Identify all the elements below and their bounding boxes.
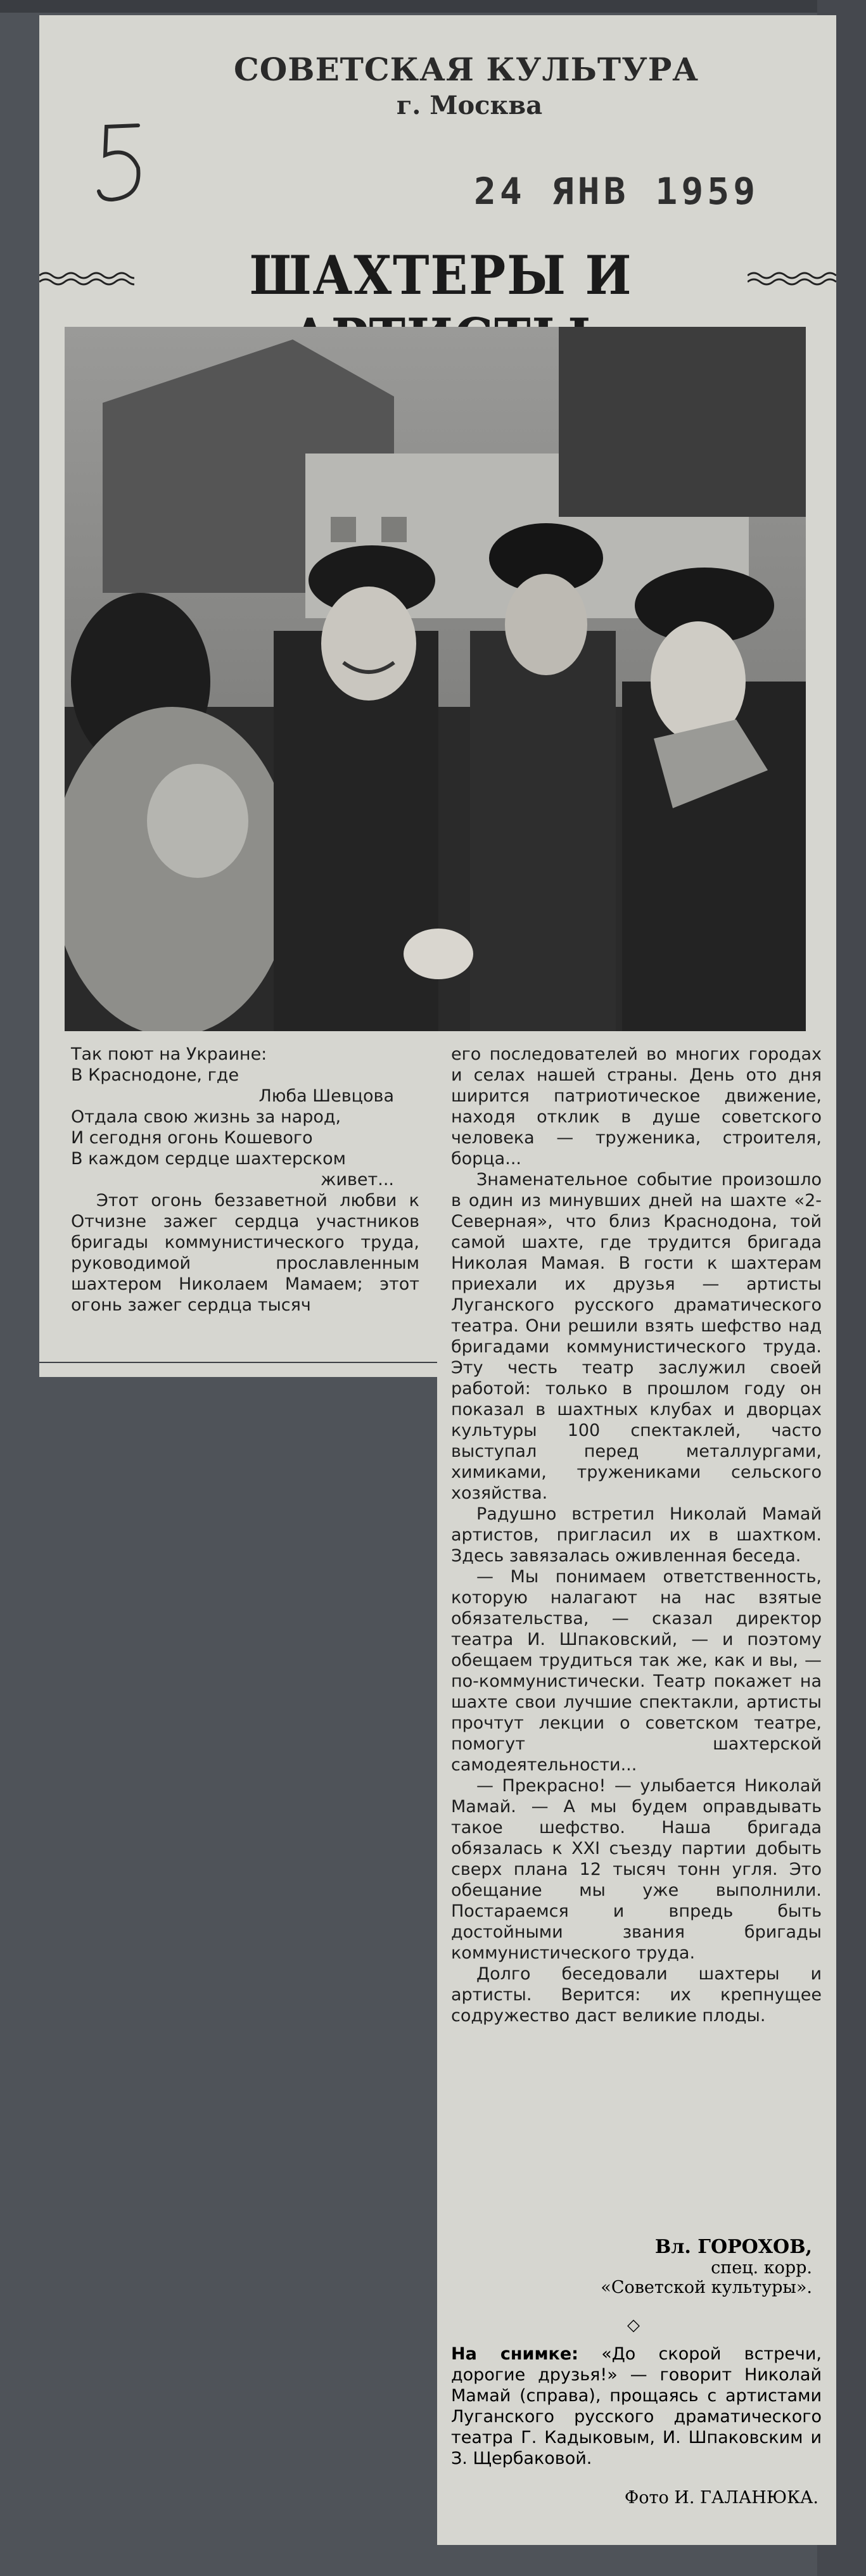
photo-caption <box>451 2344 822 2469</box>
headline-row <box>39 244 836 314</box>
separator-diamond: ◇ <box>627 2315 640 2334</box>
handwritten-number-5 <box>94 120 151 209</box>
photo-credit: Фото И. ГАЛАНЮКА. <box>624 2488 818 2508</box>
author-name: Вл. ГОРОХОВ, <box>654 2236 812 2258</box>
right-column <box>451 1044 822 2026</box>
article-paragraph: Радушно встретил Николай Мамай артистов, пригласил их в шахтком. Здесь завязалась оживленная беседа. <box>451 1504 822 1566</box>
caption-lead: На снимке: <box>451 2344 578 2364</box>
date-stamp: 24 ЯНВ 1959 <box>474 170 760 213</box>
poem-line: живет... <box>321 1170 394 1190</box>
poem-line: И сегодня огонь Кошевого <box>71 1128 313 1148</box>
article-paragraph: Долго беседовали шахтеры и артисты. Верится: их крепнущее содружество даст великие плоды. <box>451 1964 822 2026</box>
poem-line: В каждом сердце шахтерском <box>71 1149 347 1169</box>
article-paragraph: его последователей во многих городах и селах нашей страны. День ото дня ширится патриотическое движение, находя отклик в душе советского человека — труженика, строителя, борца... <box>451 1044 822 1169</box>
poem-line: Люба Шевцова <box>258 1086 394 1106</box>
newspaper-city: г. Москва <box>396 91 543 120</box>
photo-miners-and-actors <box>65 327 806 1031</box>
news-photo <box>65 327 806 1031</box>
author-outlet: «Советской культуры». <box>601 2278 812 2297</box>
article-headline: ШАХТЕРЫ И <box>249 244 633 307</box>
wavy-rule-left <box>39 270 134 287</box>
article-paragraph: — Мы понимаем ответственность, которую налагают на нас взятые обязательства, — сказал директор театра И. Шпаковский, — и поэтому обещаем трудиться так же, как и вы, — по-коммунистически. Театр покажет на шахте свои лучшие спектакли, артисты прочтут лекции о советском театре, помогут шахтерской самодеятельности... <box>451 1567 822 1775</box>
poem-line: Отдала свою жизнь за народ, <box>71 1107 341 1127</box>
author-role: спец. корр. <box>711 2258 812 2278</box>
poem-line: Так поют на Украине: <box>71 1044 267 1064</box>
article-paragraph: Этот огонь беззаветной любви к Отчизне зажег сердца участников бригады коммунистического труда, руководимой прославленным шахтером Николаем Мамаем; этот огонь зажег сердца тысяч <box>71 1191 419 1315</box>
cut-edge <box>39 1362 437 1363</box>
caption-text: «До скорой встречи, дорогие друзья!» — говорит Николай Мамай (справа), прощаясь с артистами Луганского русского драматического театра Г. Кадыковым, И. Шпаковским и З. Щербаковой. <box>451 2344 822 2468</box>
article-paragraph: Знаменательное событие произошло в один из минувших дней на шахте «2-Северная», что близ Краснодона, той самой шахте, где трудится бригада Николая Мамая. В гости к шахтерам приехали их друзья — артисты Луганского русского драматического театра. Они решили взять шефство над бригадами коммунистического труда. Эту честь театр заслужил своей работой: только в прошлом году он показал в шахтных клубах и дворцах культуры 100 спектаклей, часто выступал перед металлургами, химиками, тружениками сельского хозяйства. <box>451 1170 822 1503</box>
article-paragraph: — Прекрасно! — улыбается Николай Мамай. — А мы будем оправдывать такое шефство. Наша бригада обязалась к XXI съезду партии добыть сверх плана 12 тысяч тонн угля. Это обещание мы уже выполнили. Постараемся и впредь быть достойными звания бригады коммунистического труда. <box>451 1776 822 1963</box>
wavy-rule-right <box>748 270 836 287</box>
byline <box>451 2236 812 2297</box>
scan-edge <box>0 0 866 13</box>
newspaper-name: СОВЕТСКАЯ КУЛЬТУРА <box>233 51 699 88</box>
masthead <box>39 51 836 120</box>
poem-line: В Краснодоне, где <box>71 1065 239 1085</box>
left-column <box>71 1044 419 1316</box>
